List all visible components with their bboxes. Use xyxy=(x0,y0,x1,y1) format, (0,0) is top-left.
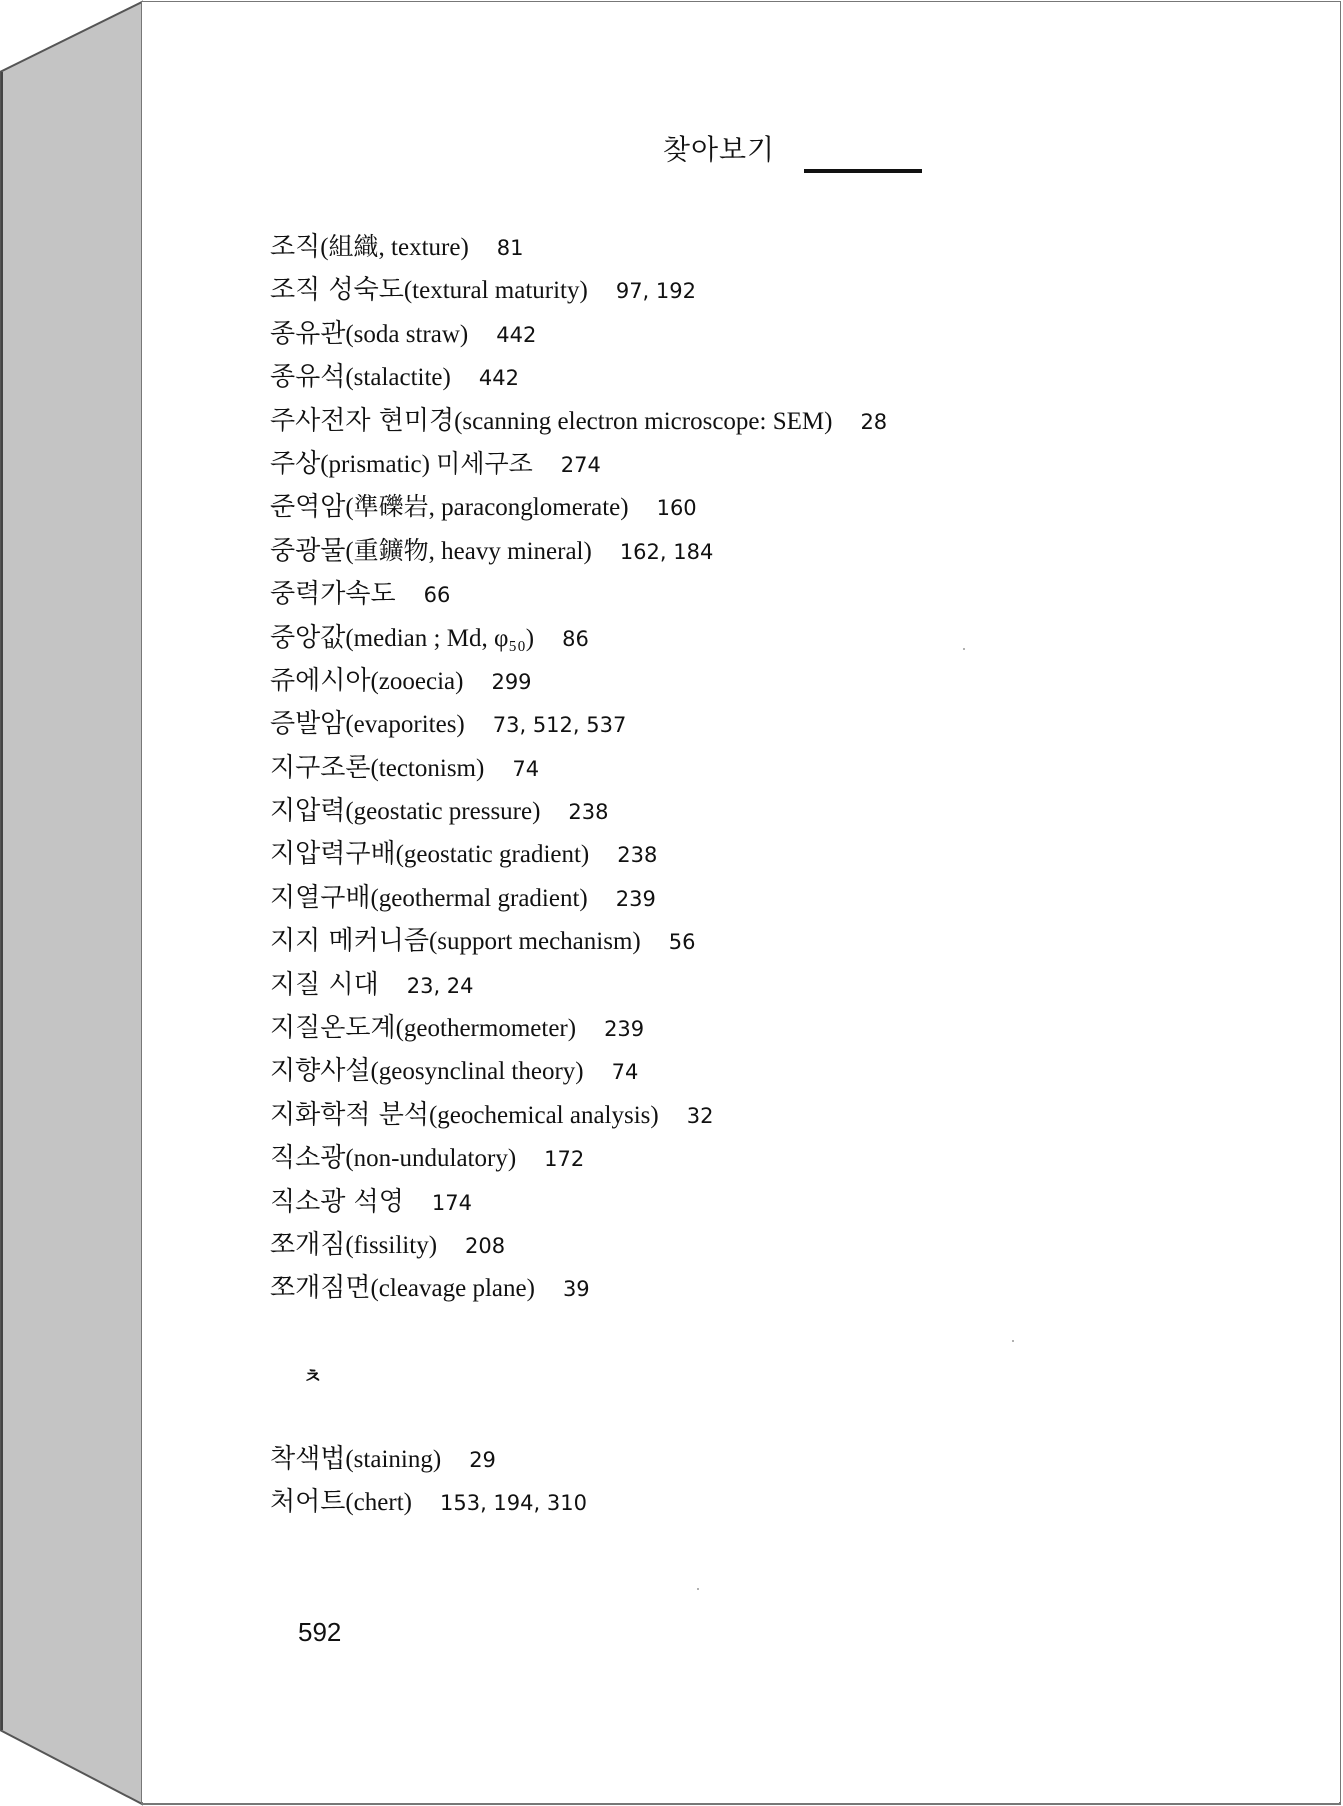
entry-gloss: (scanning electron microscope: SEM) xyxy=(454,407,833,435)
entry-gloss: (support mechanism) xyxy=(428,928,641,956)
entry-term: 지지 메커니즘 xyxy=(270,926,429,957)
entry-pages: 29 xyxy=(469,1448,496,1472)
index-entry xyxy=(270,1137,1170,1180)
entry-term: 처어트 xyxy=(270,1487,346,1518)
index-entry xyxy=(270,313,1170,356)
entry-pages: 174 xyxy=(431,1190,472,1215)
index-entry xyxy=(270,530,1170,573)
entry-pages: 160 xyxy=(656,496,697,521)
index-entry xyxy=(270,226,1170,269)
entry-term: 주상 xyxy=(270,448,321,479)
index-entry xyxy=(270,790,1170,833)
entry-pages: 239 xyxy=(615,886,656,911)
entry-pages: 238 xyxy=(617,843,658,868)
entry-gloss: (stalactite) xyxy=(345,364,451,392)
entry-pages: 32 xyxy=(686,1103,714,1128)
index-entry xyxy=(270,660,1170,703)
entry-pages: 239 xyxy=(604,1017,645,1042)
index-entry xyxy=(270,1094,1170,1137)
entry-pages: 23, 24 xyxy=(406,973,474,998)
paper-speck xyxy=(697,1588,699,1590)
entry-pages: 442 xyxy=(478,366,519,391)
entry-gloss: (geosynclinal theory) xyxy=(370,1058,584,1086)
entry-term: 지압력 xyxy=(270,796,346,827)
entry-gloss: (geothermal gradient) xyxy=(370,884,588,912)
entry-pages: 66 xyxy=(423,583,451,608)
entry-term: 지질온도계 xyxy=(270,1013,396,1044)
entry-term: 주사전자 현미경 xyxy=(270,405,455,436)
entry-gloss: (staining) xyxy=(345,1446,442,1473)
entry-term: 조직 xyxy=(270,232,321,262)
index-entry xyxy=(270,877,1170,920)
entry-gloss: (fissility) xyxy=(345,1231,438,1259)
index-entry xyxy=(270,356,1170,399)
entry-gloss: (geostatic pressure) xyxy=(345,798,541,826)
section-heading: ㅊ xyxy=(303,1364,323,1388)
entry-term: 착색법 xyxy=(270,1444,346,1474)
page-title: 찾아보기 xyxy=(662,133,776,166)
entry-gloss: (準礫岩, paraconglomerate) xyxy=(345,494,629,522)
index-entry xyxy=(270,1481,1170,1524)
entry-pages: 56 xyxy=(668,930,696,955)
entry-term: 증발암 xyxy=(270,709,346,740)
index-entry xyxy=(270,1050,1170,1093)
entry-term: 지향사설 xyxy=(270,1056,371,1087)
entry-pages: 74 xyxy=(512,756,540,781)
entry-gloss: (geostatic gradient) xyxy=(395,841,590,869)
entry-gloss: (重鑛物, heavy mineral) xyxy=(345,537,592,565)
paper-speck xyxy=(1012,1340,1014,1342)
entry-pages: 86 xyxy=(562,626,589,651)
title-underline xyxy=(804,169,922,173)
entry-term: 지구조론 xyxy=(270,752,371,783)
entry-term: 지질 시대 xyxy=(270,969,379,1000)
entry-pages: 153, 194, 310 xyxy=(439,1491,587,1516)
index-entry xyxy=(270,1007,1170,1050)
entry-gloss: (soda straw) xyxy=(345,320,469,348)
entry-pages: 74 xyxy=(611,1060,639,1085)
entry-gloss: (tectonism) xyxy=(370,754,485,782)
index-entry xyxy=(270,1438,1170,1481)
entry-term: 직소광 xyxy=(270,1143,346,1174)
entry-term: 중앙값 xyxy=(270,622,346,653)
entry-pages: 208 xyxy=(465,1233,506,1258)
entry-term: 중력가속도 xyxy=(270,579,396,610)
index-entry xyxy=(270,573,1170,616)
entry-gloss: (evaporites) xyxy=(345,711,465,739)
entry-gloss: (組織, texture) xyxy=(320,234,469,261)
entry-term: 중광물 xyxy=(270,535,346,566)
index-entry xyxy=(270,747,1170,790)
entry-pages: 299 xyxy=(491,669,532,694)
entry-term: 지화학적 분석 xyxy=(270,1099,429,1130)
entry-pages: 274 xyxy=(560,452,601,477)
entry-gloss: (chert) xyxy=(345,1489,412,1517)
entry-term: 종유석 xyxy=(270,362,346,393)
entry-pages: 73, 512, 537 xyxy=(492,713,627,738)
index-entries xyxy=(270,226,1170,1311)
index-entry xyxy=(270,400,1170,443)
entry-gloss: (zooecia) xyxy=(370,667,464,695)
entry-term: 조직 성숙도 xyxy=(270,275,404,306)
entry-pages: 97, 192 xyxy=(615,279,696,304)
index-entries-section2 xyxy=(270,1438,1170,1525)
entry-gloss: (geochemical analysis) xyxy=(428,1101,659,1129)
entry-gloss: (geothermometer) xyxy=(395,1015,577,1043)
entry-term: 종유관 xyxy=(270,318,346,349)
entry-term: 쪼개짐면 xyxy=(270,1273,371,1304)
entry-term: 지압력구배 xyxy=(270,839,396,870)
index-entry xyxy=(270,1224,1170,1267)
entry-pages: 81 xyxy=(496,236,524,260)
entry-gloss: (cleavage plane) xyxy=(370,1275,535,1303)
entry-term: 쪼개짐 xyxy=(270,1229,346,1260)
index-entry xyxy=(270,269,1170,312)
entry-term: 쥬에시아 xyxy=(270,665,371,696)
entry-gloss: (non-undulatory) xyxy=(345,1145,517,1173)
entry-term: 직소광 석영 xyxy=(270,1186,404,1217)
index-entry xyxy=(270,443,1170,486)
index-entry xyxy=(270,833,1170,876)
entry-pages: 28 xyxy=(860,409,888,434)
entry-pages: 39 xyxy=(562,1277,590,1302)
index-entry xyxy=(270,1181,1170,1224)
index-entry xyxy=(270,486,1170,529)
index-entry xyxy=(270,617,1170,660)
entry-pages: 162, 184 xyxy=(619,539,714,564)
entry-gloss: (prismatic) 미세구조 xyxy=(320,450,533,478)
paper-speck xyxy=(963,648,965,650)
entry-gloss: (textural maturity) xyxy=(403,277,588,305)
entry-pages: 172 xyxy=(544,1147,585,1172)
entry-gloss: (median ; Md, φ₅₀) xyxy=(345,624,535,652)
index-entry xyxy=(270,964,1170,1007)
page-number: 592 xyxy=(298,1617,342,1647)
entry-term: 준역암 xyxy=(270,492,346,523)
entry-pages: 238 xyxy=(568,800,609,825)
index-entry xyxy=(270,1267,1170,1310)
index-entry xyxy=(270,920,1170,963)
entry-pages: 442 xyxy=(496,322,537,347)
index-entry xyxy=(270,703,1170,746)
entry-term: 지열구배 xyxy=(270,882,371,913)
